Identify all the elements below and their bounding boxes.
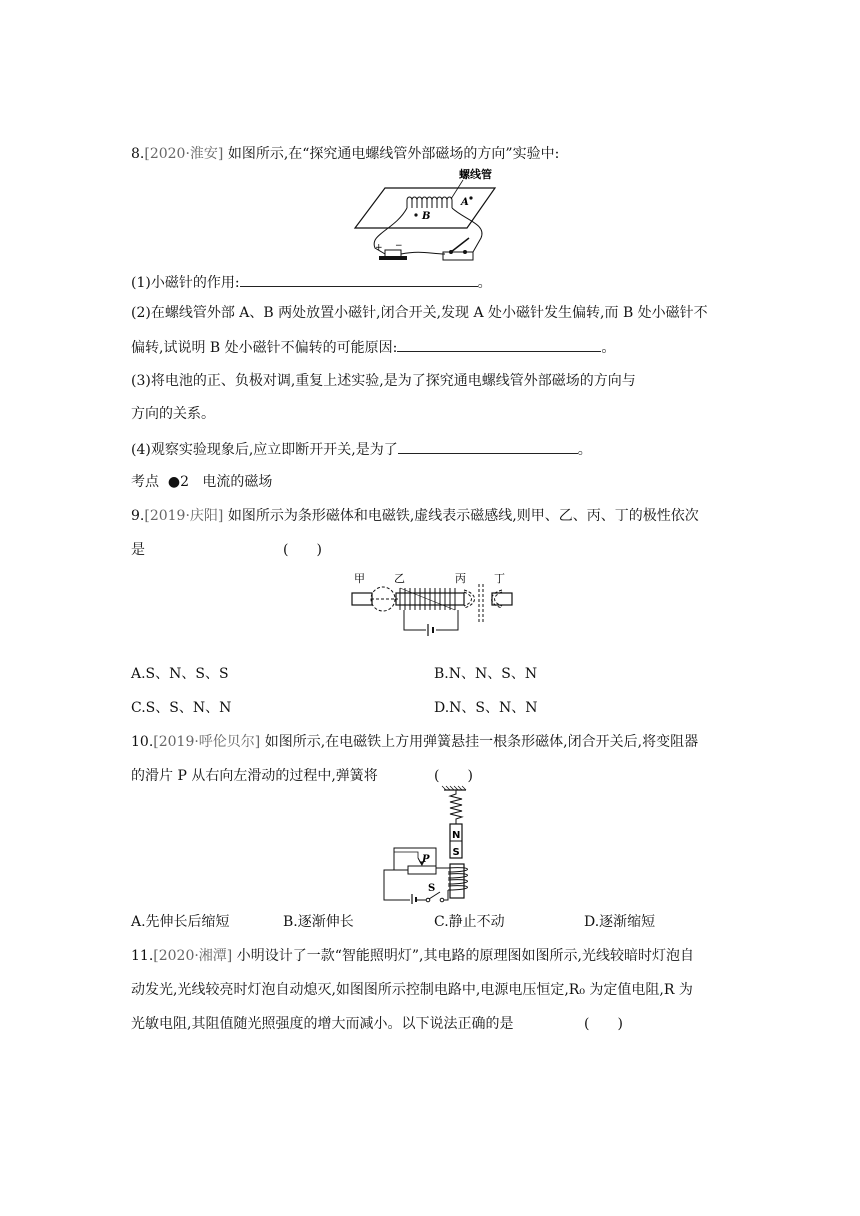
q10-answer-paren[interactable]: ( ) — [434, 768, 473, 784]
q10-source: [2019·呼伦贝尔] — [153, 734, 261, 750]
q9-stem-text: 如图所示为条形磁体和电磁铁,虚线表示磁感线,则甲、乙、丙、丁的极性依次 — [227, 508, 699, 524]
q11-source: [2020·湘潭] — [153, 948, 233, 964]
q9-option-d[interactable]: D.N、S、N、N — [434, 700, 538, 716]
q11-stem-line1 — [131, 946, 694, 966]
q11-answer-paren[interactable]: ( ) — [584, 1016, 623, 1032]
q9-stem-line1 — [131, 506, 699, 526]
q9-number: 9. — [131, 508, 145, 524]
q8-point-a: A — [461, 197, 469, 208]
q9-label-bing: 丙 — [455, 572, 466, 585]
q11-stem-line3: 光敏电阻,其阻值随光照强度的增大而减小。以下说法正确的是 — [131, 1016, 514, 1032]
q8-solenoid-label: 螺线管 — [459, 168, 492, 181]
q10-stem-line1 — [131, 732, 698, 752]
q8-part2-line2 — [131, 337, 615, 358]
q9-source: [2019·庆阳] — [144, 508, 224, 524]
q8-solenoid-figure — [355, 168, 505, 268]
q10-magnet-s: S — [452, 847, 460, 858]
q8-part4-blank[interactable] — [398, 439, 578, 454]
q9-option-b[interactable]: B.N、N、S、N — [434, 666, 538, 682]
q10-switch-label: S — [428, 883, 436, 894]
q8-part4-end: 。 — [577, 442, 592, 458]
q8-part1-end: 。 — [477, 275, 492, 291]
q8-part2-line1: (2)在螺线管外部 A、B 两处放置小磁针,闭合开关,发现 A 处小磁针发生偏转,而 B 处小磁针不 — [131, 305, 708, 321]
q11-stem-line2: 动发光,光线较亮时灯泡自动熄灭,如图图所示控制电路中,电源电压恒定,R₀ 为定值电阻,R 为 — [131, 982, 693, 998]
q11-number: 11. — [131, 948, 154, 964]
q8-point-b: B — [422, 211, 431, 222]
q8-source: [2020·淮安] — [144, 146, 224, 162]
q8-stem-text: 如图所示,在“探究通电螺线管外部磁场的方向”实验中: — [227, 146, 560, 162]
q10-number: 10. — [131, 734, 154, 750]
q9-answer-paren[interactable]: ( ) — [283, 542, 322, 558]
section-heading — [131, 472, 272, 492]
q9-magnet-figure — [352, 572, 512, 642]
q8-part3-line2: 方向的关系。 — [131, 406, 215, 422]
section-title: 电流的磁场 — [202, 474, 273, 490]
section-label: 考点 — [131, 474, 159, 490]
q8-part2-text: 偏转,试说明 B 处小磁针不偏转的可能原因: — [131, 340, 398, 356]
q8-stem — [131, 144, 559, 164]
q10-stem-text: 如图所示,在电磁铁上方用弹簧悬挂一根条形磁体,闭合开关后,将变阻器 — [264, 734, 699, 750]
q10-electromagnet-figure — [380, 788, 480, 903]
q8-part4-text: (4)观察实验现象后,应立即断开开关,是为了 — [131, 442, 398, 458]
q10-option-b[interactable]: B.逐渐伸长 — [283, 914, 354, 930]
q8-part2-blank[interactable] — [397, 337, 601, 352]
q8-part4 — [131, 439, 592, 460]
q10-option-c[interactable]: C.静止不动 — [434, 914, 505, 930]
q8-part3-line1: (3)将电池的正、负极对调,重复上述实验,是为了探究通电螺线管外部磁场的方向与 — [131, 373, 636, 389]
q10-stem-line2: 的滑片 P 从右向左滑动的过程中,弹簧将 — [131, 768, 378, 784]
q8-plus: + — [375, 243, 383, 253]
q8-part1-text: (1)小磁针的作用: — [131, 275, 240, 291]
q9-stem-text2: 是 — [131, 542, 145, 558]
q8-part1 — [131, 272, 492, 293]
q9-label-jia: 甲 — [354, 572, 365, 585]
q8-minus: − — [395, 241, 403, 251]
q11-stem-text: 小明设计了一款“智能照明灯”,其电路的原理图如图所示,光线较暗时灯泡自 — [236, 948, 694, 964]
q10-option-d[interactable]: D.逐渐缩短 — [584, 914, 656, 930]
q9-option-c[interactable]: C.S、S、N、N — [131, 700, 232, 716]
q9-label-ding: 丁 — [494, 572, 505, 585]
q10-option-a[interactable]: A.先伸长后缩短 — [131, 914, 230, 930]
q9-label-yi: 乙 — [394, 572, 405, 585]
section-number: ●2 — [167, 474, 190, 490]
q8-number: 8. — [131, 146, 145, 162]
q9-stem-line2 — [131, 540, 145, 560]
q10-slider-p: P — [422, 854, 430, 865]
q8-part1-blank[interactable] — [240, 272, 478, 287]
q8-part2-end: 。 — [601, 340, 616, 356]
q10-magnet-n: N — [452, 830, 461, 841]
q9-option-a[interactable]: A.S、N、S、S — [131, 666, 229, 682]
